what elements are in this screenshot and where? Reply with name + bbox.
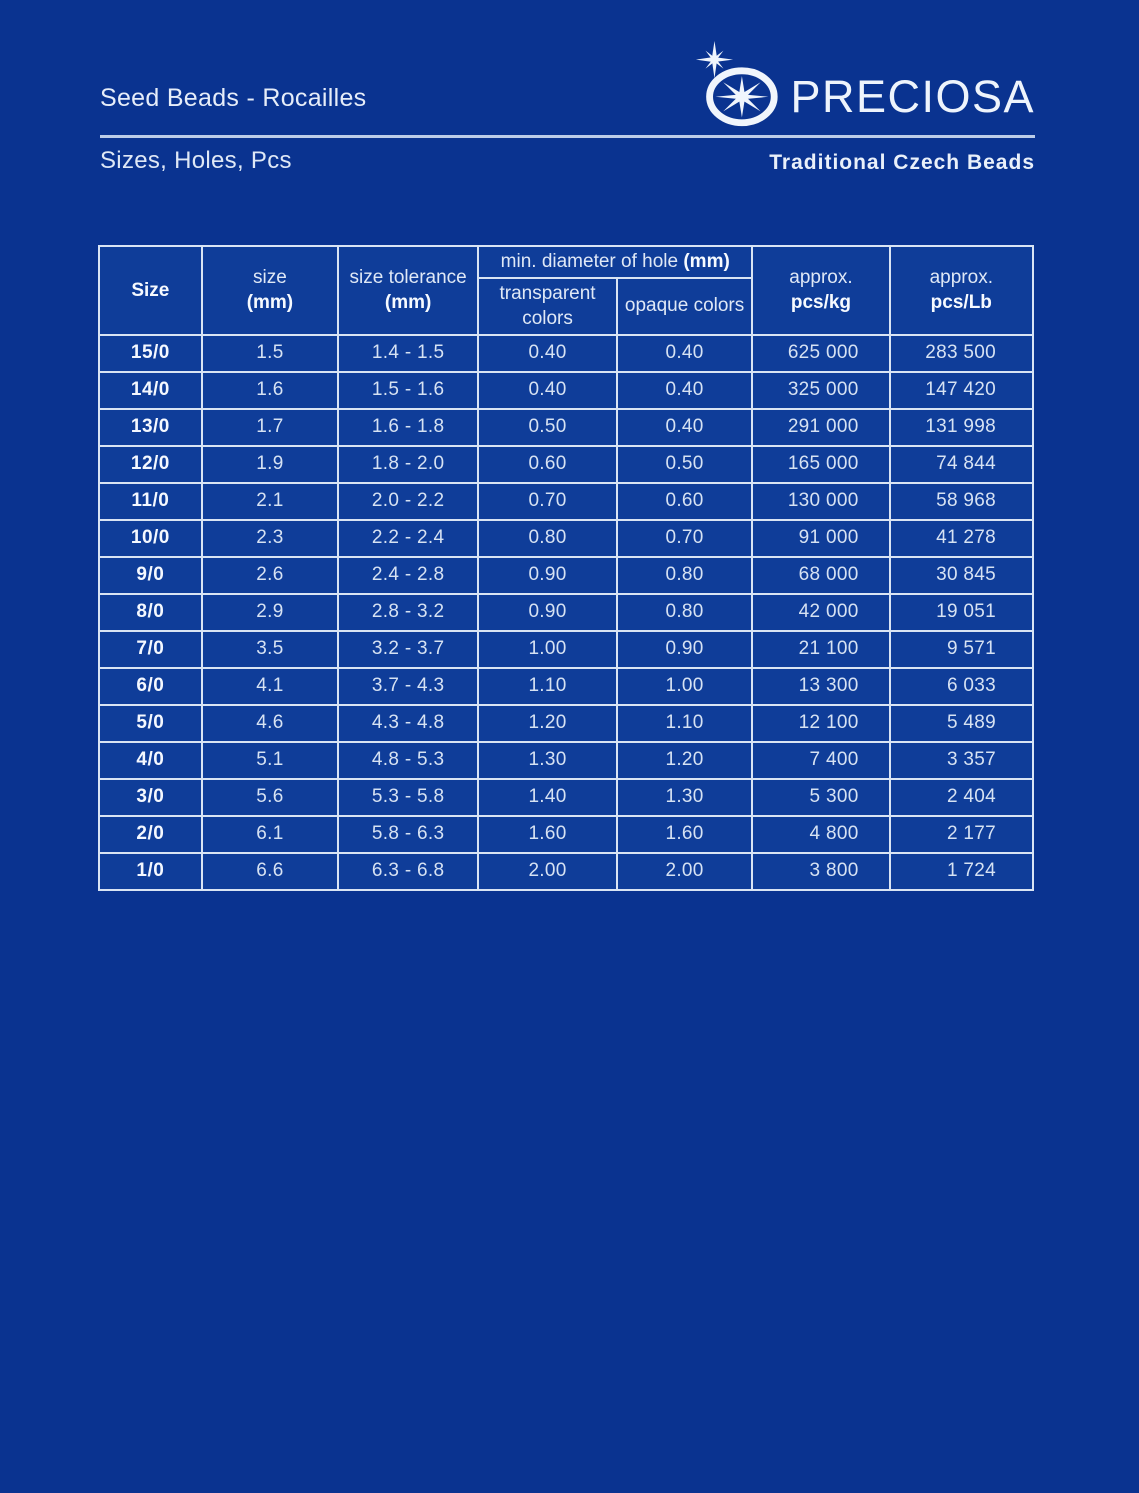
- cell-hole-opaque: 1.20: [617, 742, 752, 779]
- cell-pcs-lb: 6 033: [890, 668, 1033, 705]
- header-hole-unit: (mm): [683, 251, 730, 272]
- cell-hole-opaque: 2.00: [617, 853, 752, 890]
- cell-size-mm: 2.3: [202, 520, 338, 557]
- cell-hole-opaque: 1.10: [617, 705, 752, 742]
- cell-size-mm: 1.7: [202, 409, 338, 446]
- header-size-label: size: [253, 266, 287, 288]
- cell-hole-transparent: 0.40: [478, 372, 617, 409]
- cell-pcs-kg: 42 000: [752, 594, 889, 631]
- cell-hole-opaque: 0.60: [617, 483, 752, 520]
- cell-hole-opaque: 0.80: [617, 557, 752, 594]
- table-row: [99, 705, 1033, 742]
- cell-size: 1/0: [99, 853, 202, 890]
- cell-hole-transparent: 1.00: [478, 631, 617, 668]
- header-pcs-lb-unit: pcs/Lb: [930, 292, 992, 314]
- cell-pcs-kg: 7 400: [752, 742, 889, 779]
- table-row: [99, 557, 1033, 594]
- cell-size-tolerance: 5.8 - 6.3: [338, 816, 478, 853]
- cell-size: 12/0: [99, 446, 202, 483]
- cell-size-mm: 1.9: [202, 446, 338, 483]
- cell-pcs-lb: 147 420: [890, 372, 1033, 409]
- cell-pcs-kg: 291 000: [752, 409, 889, 446]
- table-row: [99, 520, 1033, 557]
- cell-size: 15/0: [99, 335, 202, 372]
- cell-size-tolerance: 1.6 - 1.8: [338, 409, 478, 446]
- header-tolerance-unit: (mm): [384, 292, 432, 314]
- table-header-row: [99, 246, 1033, 278]
- cell-pcs-lb: 74 844: [890, 446, 1033, 483]
- brand-name: PRECIOSA: [790, 70, 1035, 122]
- cell-size-tolerance: 1.8 - 2.0: [338, 446, 478, 483]
- cell-size-mm: 2.9: [202, 594, 338, 631]
- cell-pcs-kg: 325 000: [752, 372, 889, 409]
- cell-pcs-kg: 91 000: [752, 520, 889, 557]
- cell-pcs-lb: 2 404: [890, 779, 1033, 816]
- header-approx-kg-label: approx.: [789, 266, 853, 288]
- cell-hole-opaque: 1.30: [617, 779, 752, 816]
- cell-pcs-kg: 68 000: [752, 557, 889, 594]
- table-row: [99, 779, 1033, 816]
- subtitle-row: [100, 147, 1035, 175]
- cell-size: 2/0: [99, 816, 202, 853]
- header-size-tolerance: [338, 246, 478, 335]
- cell-size: 6/0: [99, 668, 202, 705]
- header-approx-lb-label: approx.: [929, 266, 993, 288]
- cell-hole-transparent: 0.40: [478, 335, 617, 372]
- header-size-unit: (mm): [246, 292, 294, 314]
- cell-size-mm: 6.1: [202, 816, 338, 853]
- cell-hole-opaque: 1.60: [617, 816, 752, 853]
- cell-size-mm: 5.1: [202, 742, 338, 779]
- cell-size: 13/0: [99, 409, 202, 446]
- cell-pcs-kg: 13 300: [752, 668, 889, 705]
- table-row: [99, 631, 1033, 668]
- cell-pcs-lb: 9 571: [890, 631, 1033, 668]
- brand-tagline: Traditional Czech Beads: [769, 151, 1035, 174]
- page-title: Seed Beads - Rocailles: [100, 84, 367, 112]
- cell-pcs-lb: 30 845: [890, 557, 1033, 594]
- cell-size-tolerance: 5.3 - 5.8: [338, 779, 478, 816]
- cell-pcs-lb: 3 357: [890, 742, 1033, 779]
- cell-pcs-lb: 19 051: [890, 594, 1033, 631]
- table-row: [99, 446, 1033, 483]
- cell-size-mm: 4.6: [202, 705, 338, 742]
- cell-size-mm: 2.6: [202, 557, 338, 594]
- cell-pcs-lb: 58 968: [890, 483, 1033, 520]
- cell-pcs-lb: 1 724: [890, 853, 1033, 890]
- header-opaque-colors: opaque colors: [617, 278, 752, 335]
- cell-hole-transparent: 0.90: [478, 594, 617, 631]
- cell-hole-opaque: 0.80: [617, 594, 752, 631]
- table-row: [99, 816, 1033, 853]
- header-transparent-colors: transparent colors: [478, 278, 617, 335]
- cell-hole-opaque: 0.50: [617, 446, 752, 483]
- cell-hole-transparent: 0.70: [478, 483, 617, 520]
- cell-size-mm: 6.6: [202, 853, 338, 890]
- table-row: [99, 742, 1033, 779]
- cell-pcs-kg: 12 100: [752, 705, 889, 742]
- cell-hole-opaque: 1.00: [617, 668, 752, 705]
- cell-pcs-kg: 21 100: [752, 631, 889, 668]
- cell-pcs-kg: 3 800: [752, 853, 889, 890]
- cell-size-tolerance: 3.2 - 3.7: [338, 631, 478, 668]
- header-tolerance-label: size tolerance: [349, 266, 467, 288]
- header-pcs-kg-unit: pcs/kg: [790, 292, 852, 314]
- cell-size-tolerance: 2.0 - 2.2: [338, 483, 478, 520]
- cell-hole-transparent: 2.00: [478, 853, 617, 890]
- cell-hole-opaque: 0.70: [617, 520, 752, 557]
- cell-pcs-kg: 130 000: [752, 483, 889, 520]
- header-size-mm: [202, 246, 338, 335]
- page-subtitle: Sizes, Holes, Pcs: [100, 147, 292, 174]
- cell-pcs-lb: 2 177: [890, 816, 1033, 853]
- cell-hole-transparent: 0.50: [478, 409, 617, 446]
- table-row: [99, 483, 1033, 520]
- cell-size-mm: 5.6: [202, 779, 338, 816]
- header-hole-label: min. diameter of hole: [500, 251, 684, 272]
- cell-hole-opaque: 0.40: [617, 409, 752, 446]
- cell-size: 9/0: [99, 557, 202, 594]
- cell-size-tolerance: 6.3 - 6.8: [338, 853, 478, 890]
- table-row: [99, 372, 1033, 409]
- cell-pcs-lb: 5 489: [890, 705, 1033, 742]
- cell-size: 10/0: [99, 520, 202, 557]
- cell-hole-transparent: 1.20: [478, 705, 617, 742]
- table-row: [99, 668, 1033, 705]
- table-row: [99, 853, 1033, 890]
- header-divider: [100, 135, 1035, 138]
- cell-hole-transparent: 0.80: [478, 520, 617, 557]
- cell-size: 14/0: [99, 372, 202, 409]
- cell-pcs-lb: 131 998: [890, 409, 1033, 446]
- cell-size-tolerance: 1.5 - 1.6: [338, 372, 478, 409]
- cell-pcs-lb: 283 500: [890, 335, 1033, 372]
- cell-size-tolerance: 2.4 - 2.8: [338, 557, 478, 594]
- cell-pcs-lb: 41 278: [890, 520, 1033, 557]
- cell-size: 3/0: [99, 779, 202, 816]
- cell-size-tolerance: 2.8 - 3.2: [338, 594, 478, 631]
- cell-size-tolerance: 2.2 - 2.4: [338, 520, 478, 557]
- cell-pcs-kg: 625 000: [752, 335, 889, 372]
- cell-pcs-kg: 5 300: [752, 779, 889, 816]
- cell-hole-opaque: 0.40: [617, 335, 752, 372]
- cell-size: 8/0: [99, 594, 202, 631]
- cell-size-tolerance: 4.8 - 5.3: [338, 742, 478, 779]
- cell-size-tolerance: 1.4 - 1.5: [338, 335, 478, 372]
- cell-size-tolerance: 3.7 - 4.3: [338, 668, 478, 705]
- cell-size: 5/0: [99, 705, 202, 742]
- cell-pcs-kg: 4 800: [752, 816, 889, 853]
- cell-size-mm: 4.1: [202, 668, 338, 705]
- cell-hole-transparent: 1.40: [478, 779, 617, 816]
- starburst-ellipse-icon: [688, 40, 786, 134]
- cell-hole-transparent: 1.60: [478, 816, 617, 853]
- table-row: [99, 409, 1033, 446]
- cell-hole-transparent: 1.10: [478, 668, 617, 705]
- cell-hole-opaque: 0.40: [617, 372, 752, 409]
- cell-size-mm: 1.5: [202, 335, 338, 372]
- cell-size: 7/0: [99, 631, 202, 668]
- cell-size-mm: 3.5: [202, 631, 338, 668]
- cell-size-mm: 1.6: [202, 372, 338, 409]
- cell-pcs-kg: 165 000: [752, 446, 889, 483]
- header-hole-group: [478, 246, 752, 278]
- table-body: [99, 335, 1033, 890]
- cell-size-mm: 2.1: [202, 483, 338, 520]
- table-row: [99, 594, 1033, 631]
- cell-hole-transparent: 1.30: [478, 742, 617, 779]
- cell-size: 11/0: [99, 483, 202, 520]
- header-pcs-kg: [752, 246, 889, 335]
- cell-hole-opaque: 0.90: [617, 631, 752, 668]
- header-pcs-lb: [890, 246, 1033, 335]
- sizes-table: [98, 245, 1034, 891]
- table-row: [99, 335, 1033, 372]
- brand-logo: [688, 40, 1035, 134]
- cell-hole-transparent: 0.90: [478, 557, 617, 594]
- cell-size: 4/0: [99, 742, 202, 779]
- cell-size-tolerance: 4.3 - 4.8: [338, 705, 478, 742]
- header-size: Size: [99, 246, 202, 335]
- cell-hole-transparent: 0.60: [478, 446, 617, 483]
